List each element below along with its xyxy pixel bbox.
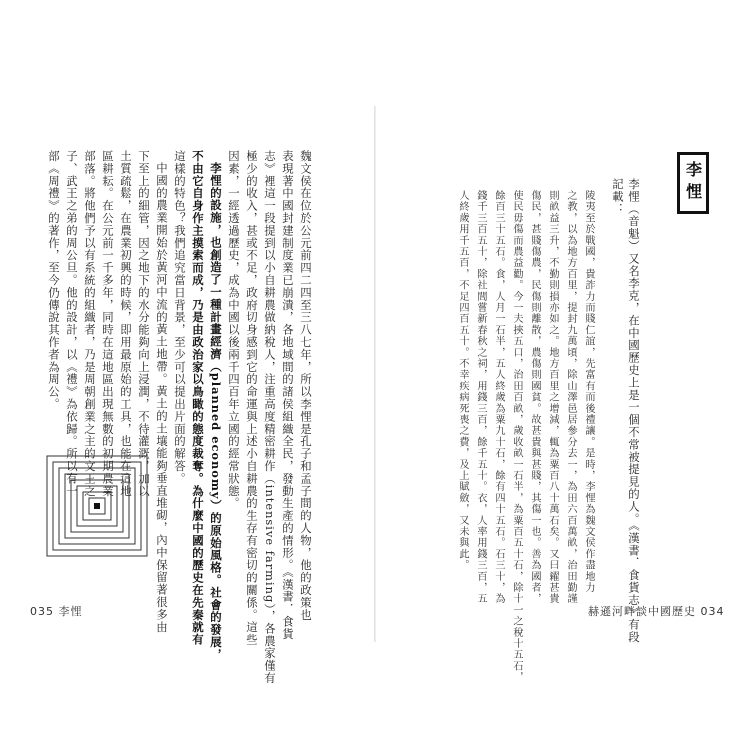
quote-column: 使民毋傷而農益勸。今一夫挾五口，治田百畝，歲收畝一石半，為粟百五十石，除十一之稅十五石， bbox=[511, 190, 522, 683]
body-column: 區耕耘。在公元前一千多年，同時在這地區出現無數的初期農業 bbox=[101, 150, 115, 498]
body-column: 部落。將他們予以有系統的組織者，乃是周朝創業之主的文王之 bbox=[83, 150, 97, 498]
body-column: 中國的農業開始於黃河中流的黃土地帶。黃土的土壤能夠垂直堆砌，內中保留著很多由 bbox=[155, 162, 169, 634]
chapter-title: 李悝 bbox=[683, 161, 703, 205]
body-column: 子、武王之弟的周公旦。他的設計，以《禮》為依歸。所以有一 bbox=[65, 150, 79, 498]
body-column: 這樣的特色？我們追究當日背景，至少可以提出片面的解答。 bbox=[173, 150, 187, 485]
quote-column: 傷民，甚賤傷農，民傷則離散，農傷則國貧。故甚貴與甚賤，其傷一也。善為國者， bbox=[529, 190, 540, 605]
quote-column: 錢千三百五十，除社閭嘗新春秋之祠，用錢三百，餘千五十。衣，人率用錢三百，五 bbox=[475, 190, 486, 605]
right-folio bbox=[588, 603, 725, 619]
body-column: 部《周禮》的著作，至今仍傳說其作者為周公。 bbox=[47, 150, 61, 411]
page-number: 035 bbox=[30, 605, 54, 618]
chapter-title-box bbox=[677, 152, 709, 214]
body-column: 魏文侯在位於公元前四二四至三八七年，所以李悝是孔子和孟子間的人物，他的政策也 bbox=[299, 150, 313, 622]
body-column-bold: 不由它自身作主摸索而成，乃是由政治家以鳥瞰的態度裁奪。為什麼中國的歷史在先秦就有 bbox=[191, 150, 205, 646]
body-column: 極少的收入，甚或不足，政府切身感到它的命運與上述小自耕農的生存有密切的關係。這些 bbox=[245, 150, 259, 646]
running-head: 赫遜河畔談中國歷史 bbox=[588, 605, 696, 618]
book-gutter bbox=[374, 106, 376, 642]
quote-column: 餘百三十五石。食，人月一石半，五人終歲為粟九十石，餘有四十五石。石三十，為 bbox=[493, 190, 504, 605]
running-head: 李悝 bbox=[58, 605, 83, 618]
quote-column: 陵夷至於戰國，貴詐力而賤仁誼，先富有而後禮讓。是時，李悝為魏文侯作盡地力 bbox=[583, 190, 594, 594]
body-column: 下至上的細管，因之地下的水分能夠向上浸潤，不待灌溉，加以 bbox=[137, 150, 151, 498]
nested-squares-icon bbox=[46, 455, 148, 557]
body-column: 志》裡這一段提到以小自耕農做納稅人，注重高度精密耕作（intensive farming），各農家僅有 bbox=[263, 150, 277, 685]
body-column: 土質疏鬆，在農業初興的時候，即用最原始的工具，也能在這地 bbox=[119, 150, 133, 498]
body-column: 表現著中國封建制度業已崩潰，各地域間的諸侯組織全民，發動生產的情形。《漢書．食貨 bbox=[281, 150, 295, 641]
quote-column: 之教，以為地方百里，提封九萬頃，除山澤邑居參分去一，為田六百萬畝，治田勤謹 bbox=[565, 190, 576, 605]
page-number: 034 bbox=[700, 605, 725, 618]
body-column-bold: 李悝的設施，也創造了一種計畫經濟（planned economy）的原始風格。社會的發展， bbox=[209, 162, 223, 661]
body-column: 李悝（音魁）又名李克，在中國歷史上是一個不常被提見的人。《漢書．食貨志》有段 bbox=[627, 178, 641, 644]
quote-column: 人終歲用千五百，不足四百五十。不幸疾病死喪之費，及上賦斂，又未與此。 bbox=[457, 190, 468, 571]
left-folio bbox=[30, 603, 83, 619]
body-column: 因素，一經透過歷史，成為中國以後兩千四百年立國的經常狀態。 bbox=[227, 150, 241, 510]
body-column: 記載： bbox=[611, 178, 625, 216]
quote-column: 則畝益三升，不勤則損亦如之。地方百里之增減，輒為粟百八十萬石矣。又曰糴甚貴 bbox=[547, 190, 558, 605]
